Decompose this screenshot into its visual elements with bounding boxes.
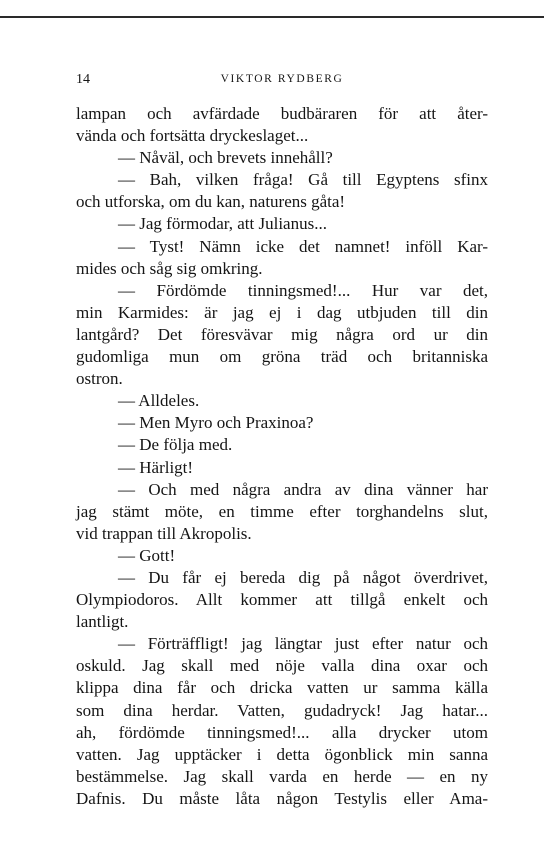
top-rule	[0, 16, 544, 18]
text-line: min Karmides: är jag ej i dag utbjuden till din	[76, 302, 488, 322]
text-line: — Tyst! Nämn icke det namnet! inföll Kar-	[118, 236, 488, 256]
page-number: 14	[76, 72, 90, 87]
text-line: vid trappan till Akropolis.	[76, 523, 252, 543]
text-line: — Du får ej bereda dig på något överdrivet,	[118, 567, 488, 587]
text-line: lantgård? Det föresvävar mig några ord ur din	[76, 324, 488, 344]
text-line: — Nåväl, och brevets innehåll?	[118, 148, 333, 168]
text-line: lampan och avfärdade budbäraren för att åter-	[76, 104, 488, 123]
running-head	[76, 72, 488, 92]
text-line: oskuld. Jag skall med nöje valla dina oxar och	[76, 656, 488, 676]
text-line: mides och såg sig omkring.	[76, 258, 263, 278]
text-line: — Och med några andra av dina vänner har	[118, 479, 488, 499]
text-line: vatten. Jag upptäcker i detta ögonblick min sanna	[76, 744, 488, 764]
text-line: — Bah, vilken fråga! Gå till Egyptens sfinx	[118, 170, 488, 190]
text-line: som dina herdar. Vatten, gudadryck! Jag hatar...	[76, 700, 488, 720]
text-line: — Gott!	[118, 545, 176, 565]
text-line: — Fördömde tinningsmed!... Hur var det,	[118, 280, 488, 300]
text-line: ostron.	[76, 369, 123, 389]
text-line: — Förträffligt! jag längtar just efter natur och	[118, 634, 488, 654]
text-line: och utforska, om du kan, naturens gåta!	[76, 192, 346, 212]
text-line: lantligt.	[76, 612, 129, 632]
text-line: Olympiodoros. Allt kommer att tillgå enkelt och	[76, 590, 488, 610]
body-text	[76, 103, 488, 810]
text-line: — Jag förmodar, att Julianus...	[118, 214, 327, 234]
text-line: — Alldeles.	[118, 391, 200, 411]
text-line: — Men Myro och Praxinoa?	[118, 413, 314, 433]
text-line: Dafnis. Du måste låta någon Testylis eller Ama-	[76, 788, 488, 808]
text-line: klippa dina får och dricka vatten ur samma källa	[76, 678, 488, 698]
text-line: vända och fortsätta dryckeslaget...	[76, 126, 309, 146]
text-line: bestämmelse. Jag skall varda en herde — en ny	[76, 766, 488, 786]
text-line: jag stämt möte, en timme efter torghandelns slut,	[76, 501, 488, 521]
running-head-title: VIKTOR RYDBERG	[220, 73, 344, 85]
text-line: — De följa med.	[118, 435, 233, 455]
text-line: gudomliga mun om gröna träd och britanniska	[76, 347, 488, 367]
text-line: — Härligt!	[118, 457, 194, 477]
text-line: ah, fördömde tinningsmed!... alla drycker utom	[76, 722, 488, 742]
